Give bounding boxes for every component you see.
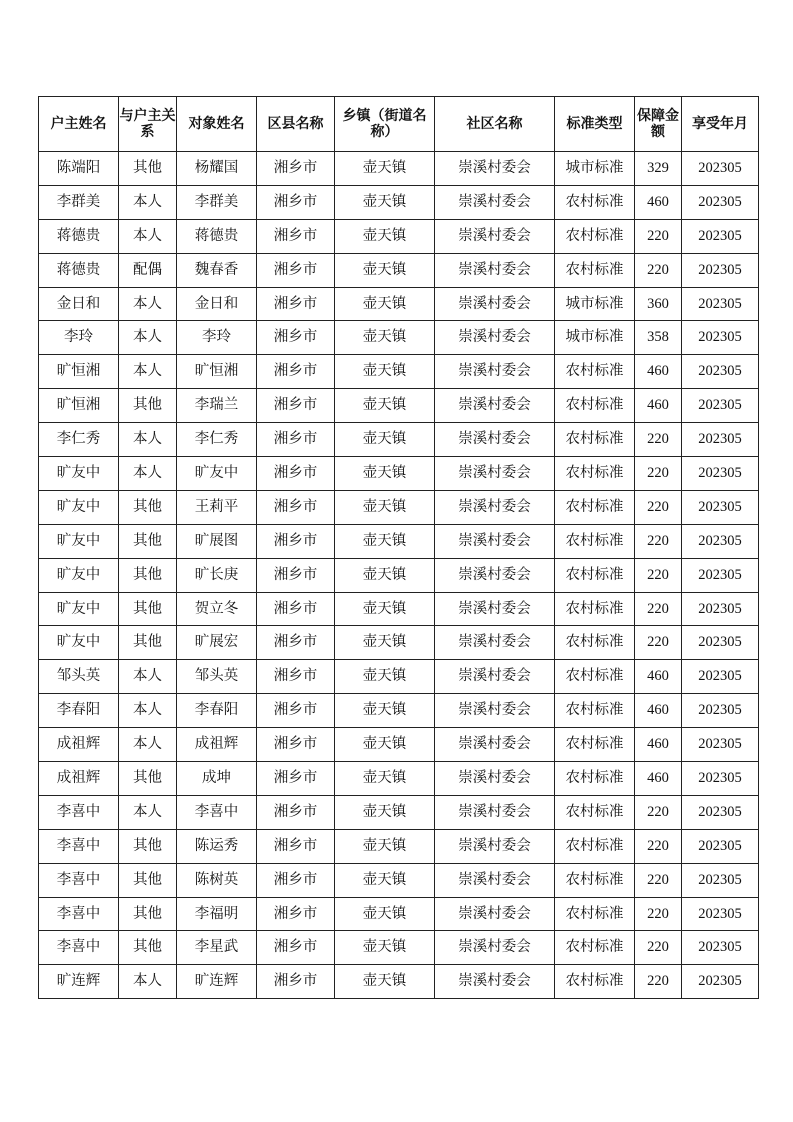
recipient-name-cell: 陈树英 (177, 863, 257, 897)
relation-cell: 其他 (119, 558, 177, 592)
relation-cell: 其他 (119, 863, 177, 897)
amount-cell: 220 (635, 965, 682, 999)
township-cell: 壶天镇 (335, 389, 435, 423)
household-head-cell: 旷恒湘 (39, 389, 119, 423)
community-cell: 崇溪村委会 (435, 829, 555, 863)
household-head-cell: 旷友中 (39, 490, 119, 524)
table-row (39, 965, 759, 999)
standard-type-cell: 农村标准 (555, 728, 635, 762)
county-cell: 湘乡市 (257, 762, 335, 796)
table-row (39, 592, 759, 626)
household-head-cell: 旷友中 (39, 592, 119, 626)
standard-type-cell: 农村标准 (555, 253, 635, 287)
period-cell: 202305 (682, 660, 759, 694)
relation-cell: 其他 (119, 592, 177, 626)
community-cell: 崇溪村委会 (435, 931, 555, 965)
relation-cell: 本人 (119, 660, 177, 694)
table-row (39, 931, 759, 965)
community-cell: 崇溪村委会 (435, 185, 555, 219)
household-head-cell: 李玲 (39, 321, 119, 355)
period-cell: 202305 (682, 728, 759, 762)
amount-cell: 460 (635, 185, 682, 219)
relation-cell: 其他 (119, 897, 177, 931)
standard-type-cell: 农村标准 (555, 355, 635, 389)
household-head-cell: 旷连辉 (39, 965, 119, 999)
township-cell: 壶天镇 (335, 457, 435, 491)
table-row (39, 490, 759, 524)
recipient-name-cell: 金日和 (177, 287, 257, 321)
standard-type-cell: 农村标准 (555, 897, 635, 931)
amount-cell: 220 (635, 457, 682, 491)
standard-type-cell: 农村标准 (555, 219, 635, 253)
amount-cell: 220 (635, 253, 682, 287)
township-cell: 壶天镇 (335, 423, 435, 457)
table-row (39, 626, 759, 660)
recipient-name-cell: 旷恒湘 (177, 355, 257, 389)
standard-type-cell: 农村标准 (555, 558, 635, 592)
township-cell: 壶天镇 (335, 490, 435, 524)
relation-cell: 本人 (119, 694, 177, 728)
table-row (39, 253, 759, 287)
header-standard-type: 标准类型 (555, 97, 635, 152)
household-head-cell: 李仁秀 (39, 423, 119, 457)
relation-cell: 其他 (119, 389, 177, 423)
township-cell: 壶天镇 (335, 897, 435, 931)
amount-cell: 220 (635, 592, 682, 626)
community-cell: 崇溪村委会 (435, 287, 555, 321)
county-cell: 湘乡市 (257, 219, 335, 253)
amount-cell: 220 (635, 558, 682, 592)
standard-type-cell: 农村标准 (555, 694, 635, 728)
standard-type-cell: 农村标准 (555, 185, 635, 219)
standard-type-cell: 农村标准 (555, 490, 635, 524)
relation-cell: 本人 (119, 728, 177, 762)
standard-type-cell: 农村标准 (555, 863, 635, 897)
standard-type-cell: 农村标准 (555, 829, 635, 863)
relation-cell: 本人 (119, 287, 177, 321)
period-cell: 202305 (682, 490, 759, 524)
table-row (39, 660, 759, 694)
table-row (39, 795, 759, 829)
period-cell: 202305 (682, 897, 759, 931)
county-cell: 湘乡市 (257, 490, 335, 524)
community-cell: 崇溪村委会 (435, 457, 555, 491)
relation-cell: 本人 (119, 185, 177, 219)
township-cell: 壶天镇 (335, 965, 435, 999)
county-cell: 湘乡市 (257, 592, 335, 626)
amount-cell: 460 (635, 762, 682, 796)
table-row (39, 457, 759, 491)
period-cell: 202305 (682, 389, 759, 423)
county-cell: 湘乡市 (257, 524, 335, 558)
township-cell: 壶天镇 (335, 355, 435, 389)
standard-type-cell: 城市标准 (555, 321, 635, 355)
township-cell: 壶天镇 (335, 829, 435, 863)
county-cell: 湘乡市 (257, 321, 335, 355)
period-cell: 202305 (682, 762, 759, 796)
county-cell: 湘乡市 (257, 423, 335, 457)
table-row (39, 863, 759, 897)
beneficiary-table (38, 96, 759, 999)
table-header-row (39, 97, 759, 152)
amount-cell: 220 (635, 931, 682, 965)
period-cell: 202305 (682, 457, 759, 491)
community-cell: 崇溪村委会 (435, 321, 555, 355)
county-cell: 湘乡市 (257, 829, 335, 863)
household-head-cell: 李喜中 (39, 931, 119, 965)
county-cell: 湘乡市 (257, 152, 335, 186)
community-cell: 崇溪村委会 (435, 355, 555, 389)
period-cell: 202305 (682, 592, 759, 626)
header-community: 社区名称 (435, 97, 555, 152)
recipient-name-cell: 旷展图 (177, 524, 257, 558)
relation-cell: 本人 (119, 965, 177, 999)
amount-cell: 460 (635, 694, 682, 728)
header-period: 享受年月 (682, 97, 759, 152)
community-cell: 崇溪村委会 (435, 660, 555, 694)
township-cell: 壶天镇 (335, 287, 435, 321)
township-cell: 壶天镇 (335, 863, 435, 897)
amount-cell: 220 (635, 423, 682, 457)
recipient-name-cell: 蒋德贵 (177, 219, 257, 253)
period-cell: 202305 (682, 355, 759, 389)
household-head-cell: 蒋德贵 (39, 219, 119, 253)
amount-cell: 220 (635, 795, 682, 829)
recipient-name-cell: 旷展宏 (177, 626, 257, 660)
county-cell: 湘乡市 (257, 457, 335, 491)
period-cell: 202305 (682, 558, 759, 592)
table-row (39, 728, 759, 762)
community-cell: 崇溪村委会 (435, 795, 555, 829)
table-row (39, 152, 759, 186)
community-cell: 崇溪村委会 (435, 592, 555, 626)
header-relation: 与户主关系 (119, 97, 177, 152)
table-row (39, 829, 759, 863)
household-head-cell: 成祖辉 (39, 728, 119, 762)
community-cell: 崇溪村委会 (435, 965, 555, 999)
recipient-name-cell: 李喜中 (177, 795, 257, 829)
standard-type-cell: 城市标准 (555, 287, 635, 321)
household-head-cell: 邹头英 (39, 660, 119, 694)
county-cell: 湘乡市 (257, 965, 335, 999)
period-cell: 202305 (682, 287, 759, 321)
community-cell: 崇溪村委会 (435, 897, 555, 931)
table-row (39, 321, 759, 355)
community-cell: 崇溪村委会 (435, 762, 555, 796)
township-cell: 壶天镇 (335, 795, 435, 829)
community-cell: 崇溪村委会 (435, 728, 555, 762)
amount-cell: 220 (635, 829, 682, 863)
standard-type-cell: 农村标准 (555, 592, 635, 626)
recipient-name-cell: 李春阳 (177, 694, 257, 728)
household-head-cell: 李喜中 (39, 829, 119, 863)
relation-cell: 配偶 (119, 253, 177, 287)
table-row (39, 389, 759, 423)
county-cell: 湘乡市 (257, 253, 335, 287)
amount-cell: 220 (635, 897, 682, 931)
recipient-name-cell: 王莉平 (177, 490, 257, 524)
county-cell: 湘乡市 (257, 660, 335, 694)
relation-cell: 本人 (119, 355, 177, 389)
township-cell: 壶天镇 (335, 321, 435, 355)
table-row (39, 694, 759, 728)
county-cell: 湘乡市 (257, 389, 335, 423)
county-cell: 湘乡市 (257, 795, 335, 829)
relation-cell: 其他 (119, 931, 177, 965)
standard-type-cell: 农村标准 (555, 965, 635, 999)
recipient-name-cell: 邹头英 (177, 660, 257, 694)
header-county: 区县名称 (257, 97, 335, 152)
standard-type-cell: 农村标准 (555, 931, 635, 965)
township-cell: 壶天镇 (335, 558, 435, 592)
county-cell: 湘乡市 (257, 355, 335, 389)
community-cell: 崇溪村委会 (435, 626, 555, 660)
period-cell: 202305 (682, 829, 759, 863)
community-cell: 崇溪村委会 (435, 253, 555, 287)
recipient-name-cell: 旷连辉 (177, 965, 257, 999)
standard-type-cell: 城市标准 (555, 152, 635, 186)
community-cell: 崇溪村委会 (435, 524, 555, 558)
relation-cell: 其他 (119, 762, 177, 796)
township-cell: 壶天镇 (335, 660, 435, 694)
period-cell: 202305 (682, 626, 759, 660)
township-cell: 壶天镇 (335, 762, 435, 796)
county-cell: 湘乡市 (257, 728, 335, 762)
recipient-name-cell: 李玲 (177, 321, 257, 355)
amount-cell: 460 (635, 660, 682, 694)
household-head-cell: 蒋德贵 (39, 253, 119, 287)
table-row (39, 558, 759, 592)
amount-cell: 460 (635, 355, 682, 389)
table-row (39, 287, 759, 321)
relation-cell: 其他 (119, 524, 177, 558)
household-head-cell: 李群美 (39, 185, 119, 219)
period-cell: 202305 (682, 795, 759, 829)
table-row (39, 355, 759, 389)
county-cell: 湘乡市 (257, 287, 335, 321)
household-head-cell: 金日和 (39, 287, 119, 321)
amount-cell: 360 (635, 287, 682, 321)
recipient-name-cell: 李仁秀 (177, 423, 257, 457)
standard-type-cell: 农村标准 (555, 626, 635, 660)
township-cell: 壶天镇 (335, 626, 435, 660)
household-head-cell: 旷友中 (39, 558, 119, 592)
period-cell: 202305 (682, 931, 759, 965)
relation-cell: 本人 (119, 457, 177, 491)
relation-cell: 其他 (119, 626, 177, 660)
amount-cell: 460 (635, 389, 682, 423)
header-household-head: 户主姓名 (39, 97, 119, 152)
township-cell: 壶天镇 (335, 931, 435, 965)
amount-cell: 220 (635, 626, 682, 660)
township-cell: 壶天镇 (335, 152, 435, 186)
township-cell: 壶天镇 (335, 728, 435, 762)
table-row (39, 185, 759, 219)
recipient-name-cell: 旷长庚 (177, 558, 257, 592)
county-cell: 湘乡市 (257, 626, 335, 660)
period-cell: 202305 (682, 524, 759, 558)
standard-type-cell: 农村标准 (555, 795, 635, 829)
table-row (39, 423, 759, 457)
amount-cell: 329 (635, 152, 682, 186)
household-head-cell: 李喜中 (39, 795, 119, 829)
recipient-name-cell: 魏春香 (177, 253, 257, 287)
period-cell: 202305 (682, 253, 759, 287)
table-row (39, 897, 759, 931)
standard-type-cell: 农村标准 (555, 389, 635, 423)
amount-cell: 358 (635, 321, 682, 355)
period-cell: 202305 (682, 423, 759, 457)
community-cell: 崇溪村委会 (435, 490, 555, 524)
amount-cell: 220 (635, 863, 682, 897)
relation-cell: 其他 (119, 152, 177, 186)
table-row (39, 219, 759, 253)
county-cell: 湘乡市 (257, 863, 335, 897)
township-cell: 壶天镇 (335, 592, 435, 626)
recipient-name-cell: 贺立冬 (177, 592, 257, 626)
township-cell: 壶天镇 (335, 253, 435, 287)
period-cell: 202305 (682, 965, 759, 999)
relation-cell: 本人 (119, 219, 177, 253)
header-amount: 保障金额 (635, 97, 682, 152)
standard-type-cell: 农村标准 (555, 457, 635, 491)
recipient-name-cell: 杨耀国 (177, 152, 257, 186)
amount-cell: 460 (635, 728, 682, 762)
recipient-name-cell: 李福明 (177, 897, 257, 931)
relation-cell: 本人 (119, 795, 177, 829)
household-head-cell: 旷友中 (39, 457, 119, 491)
table-body (39, 152, 759, 999)
county-cell: 湘乡市 (257, 558, 335, 592)
amount-cell: 220 (635, 219, 682, 253)
standard-type-cell: 农村标准 (555, 660, 635, 694)
standard-type-cell: 农村标准 (555, 423, 635, 457)
county-cell: 湘乡市 (257, 185, 335, 219)
community-cell: 崇溪村委会 (435, 694, 555, 728)
relation-cell: 其他 (119, 829, 177, 863)
relation-cell: 其他 (119, 490, 177, 524)
township-cell: 壶天镇 (335, 694, 435, 728)
community-cell: 崇溪村委会 (435, 152, 555, 186)
household-head-cell: 李春阳 (39, 694, 119, 728)
period-cell: 202305 (682, 219, 759, 253)
recipient-name-cell: 成坤 (177, 762, 257, 796)
community-cell: 崇溪村委会 (435, 219, 555, 253)
recipient-name-cell: 李群美 (177, 185, 257, 219)
household-head-cell: 陈端阳 (39, 152, 119, 186)
county-cell: 湘乡市 (257, 897, 335, 931)
period-cell: 202305 (682, 321, 759, 355)
relation-cell: 本人 (119, 423, 177, 457)
recipient-name-cell: 李星武 (177, 931, 257, 965)
standard-type-cell: 农村标准 (555, 524, 635, 558)
period-cell: 202305 (682, 863, 759, 897)
community-cell: 崇溪村委会 (435, 863, 555, 897)
period-cell: 202305 (682, 152, 759, 186)
recipient-name-cell: 成祖辉 (177, 728, 257, 762)
period-cell: 202305 (682, 694, 759, 728)
county-cell: 湘乡市 (257, 694, 335, 728)
household-head-cell: 旷友中 (39, 524, 119, 558)
community-cell: 崇溪村委会 (435, 558, 555, 592)
table-row (39, 762, 759, 796)
household-head-cell: 旷友中 (39, 626, 119, 660)
header-recipient-name: 对象姓名 (177, 97, 257, 152)
period-cell: 202305 (682, 185, 759, 219)
amount-cell: 220 (635, 490, 682, 524)
standard-type-cell: 农村标准 (555, 762, 635, 796)
township-cell: 壶天镇 (335, 185, 435, 219)
header-township: 乡镇（街道名称） (335, 97, 435, 152)
recipient-name-cell: 陈运秀 (177, 829, 257, 863)
household-head-cell: 旷恒湘 (39, 355, 119, 389)
county-cell: 湘乡市 (257, 931, 335, 965)
household-head-cell: 成祖辉 (39, 762, 119, 796)
township-cell: 壶天镇 (335, 219, 435, 253)
amount-cell: 220 (635, 524, 682, 558)
table-row (39, 524, 759, 558)
township-cell: 壶天镇 (335, 524, 435, 558)
community-cell: 崇溪村委会 (435, 423, 555, 457)
household-head-cell: 李喜中 (39, 897, 119, 931)
relation-cell: 本人 (119, 321, 177, 355)
recipient-name-cell: 旷友中 (177, 457, 257, 491)
household-head-cell: 李喜中 (39, 863, 119, 897)
community-cell: 崇溪村委会 (435, 389, 555, 423)
recipient-name-cell: 李瑞兰 (177, 389, 257, 423)
